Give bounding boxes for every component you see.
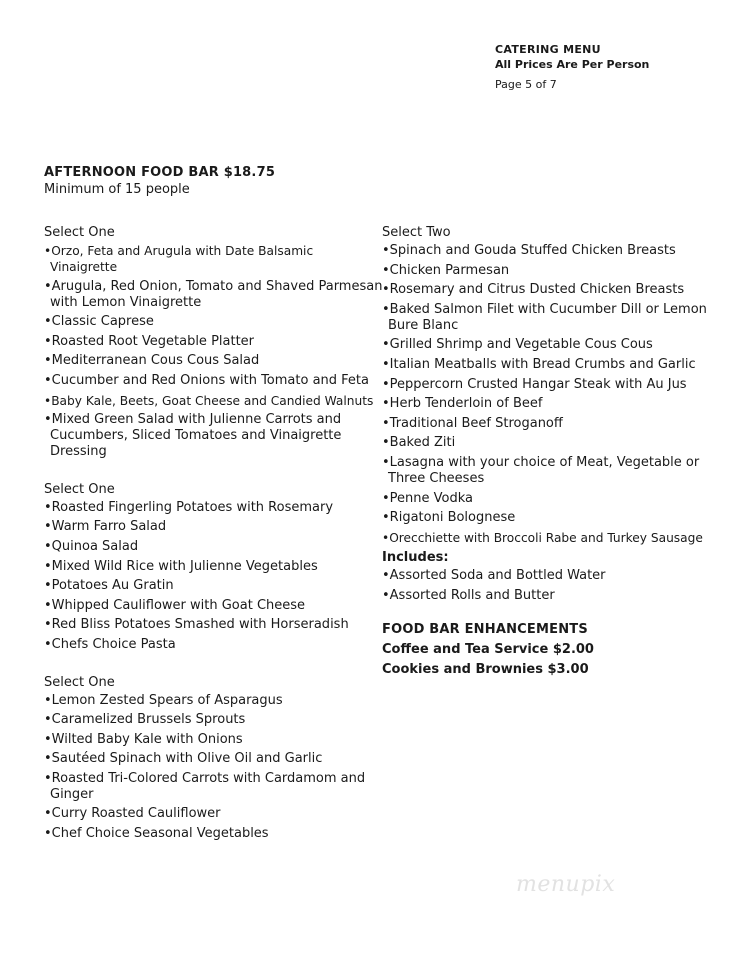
list-item: •Roasted Tri-Colored Carrots with Cardamom and Ginger [44,770,366,802]
includes-heading: Includes: [382,550,449,566]
salad-list [44,243,384,460]
list-item: •Whipped Cauliflower with Goat Cheese [44,597,306,613]
list-item: •Traditional Beef Stroganoff [382,415,563,431]
list-item: •Sautéed Spinach with Olive Oil and Garlic [44,751,323,767]
page-number: Page 5 of 7 [495,78,557,91]
includes-list [382,568,722,604]
list-item: •Chefs Choice Pasta [44,636,176,652]
list-item: •Mediterranean Cous Cous Salad [44,353,260,369]
vegetable-list [44,693,384,843]
list-item: •Chicken Parmesan [382,262,510,278]
list-item: •Arugula, Red Onion, Tomato and Shaved Parmesan with Lemon Vinaigrette [44,278,383,310]
header-catering-menu: CATERING MENU [495,43,601,56]
list-item: •Cucumber and Red Onions with Tomato and Feta [44,372,369,388]
section-heading: Select One [44,481,115,497]
list-item: •Orzo, Feta and Arugula with Date Balsamic Vinaigrette [44,244,314,274]
minimum-note: Minimum of 15 people [44,182,190,197]
enhancements-heading: FOOD BAR ENHANCEMENTS [382,621,588,637]
list-item: •Mixed Green Salad with Julienne Carrots and Cucumbers, Sliced Tomatoes and Vinaigrette Dressing [44,412,342,460]
list-item: •Chef Choice Seasonal Vegetables [44,826,269,842]
list-item: •Baby Kale, Beets, Goat Cheese and Candied Walnuts [44,393,374,408]
page-header [495,42,649,92]
title-block [44,164,275,198]
menupix-watermark: menupix [516,872,616,897]
left-column [44,224,384,846]
list-item: •Baked Ziti [382,435,456,451]
starch-list [44,500,384,653]
list-item: •Baked Salmon Filet with Cucumber Dill or Lemon Bure Blanc [382,301,707,333]
list-item: •Rosemary and Citrus Dusted Chicken Breasts [382,282,685,298]
list-item: •Roasted Root Vegetable Platter [44,333,255,349]
list-item: •Potatoes Au Gratin [44,578,174,594]
section-heading: Select One [44,674,115,690]
entree-list [382,243,722,546]
enhancement-item: Coffee and Tea Service $2.00 [382,641,594,657]
list-item: •Wilted Baby Kale with Onions [44,731,243,747]
list-item: •Herb Tenderloin of Beef [382,396,543,412]
enhancement-item: Cookies and Brownies $3.00 [382,661,589,677]
list-item: •Mixed Wild Rice with Julienne Vegetables [44,558,318,574]
header-prices-note: All Prices Are Per Person [495,58,650,71]
list-item: •Curry Roasted Cauliflower [44,806,221,822]
list-item: •Grilled Shrimp and Vegetable Cous Cous [382,337,653,353]
list-item: •Assorted Soda and Bottled Water [382,568,606,584]
list-item: •Rigatoni Bolognese [382,510,516,526]
list-item: •Lasagna with your choice of Meat, Vegetable or Three Cheeses [382,454,700,486]
list-item: •Quinoa Salad [44,538,139,554]
list-item: •Warm Farro Salad [44,519,167,535]
page-title: AFTERNOON FOOD BAR $18.75 [44,165,276,180]
section-heading: Select One [44,225,115,240]
list-item: •Orecchiette with Broccoli Rabe and Turkey Sausage [382,530,703,545]
right-column [382,224,722,678]
list-item: •Classic Caprese [44,314,154,330]
list-item: •Caramelized Brussels Sprouts [44,712,246,728]
list-item: •Spinach and Gouda Stuffed Chicken Breasts [382,243,676,258]
list-item: •Roasted Fingerling Potatoes with Rosemary [44,499,334,515]
list-item: •Italian Meatballs with Bread Crumbs and Garlic [382,356,696,372]
list-item: •Peppercorn Crusted Hangar Steak with Au Jus [382,376,687,392]
list-item: •Lemon Zested Spears of Asparagus [44,692,283,708]
list-item: •Penne Vodka [382,490,474,506]
list-item: •Red Bliss Potatoes Smashed with Horseradish [44,617,349,633]
section-heading: Select Two [382,225,451,240]
list-item: •Assorted Rolls and Butter [382,587,555,603]
